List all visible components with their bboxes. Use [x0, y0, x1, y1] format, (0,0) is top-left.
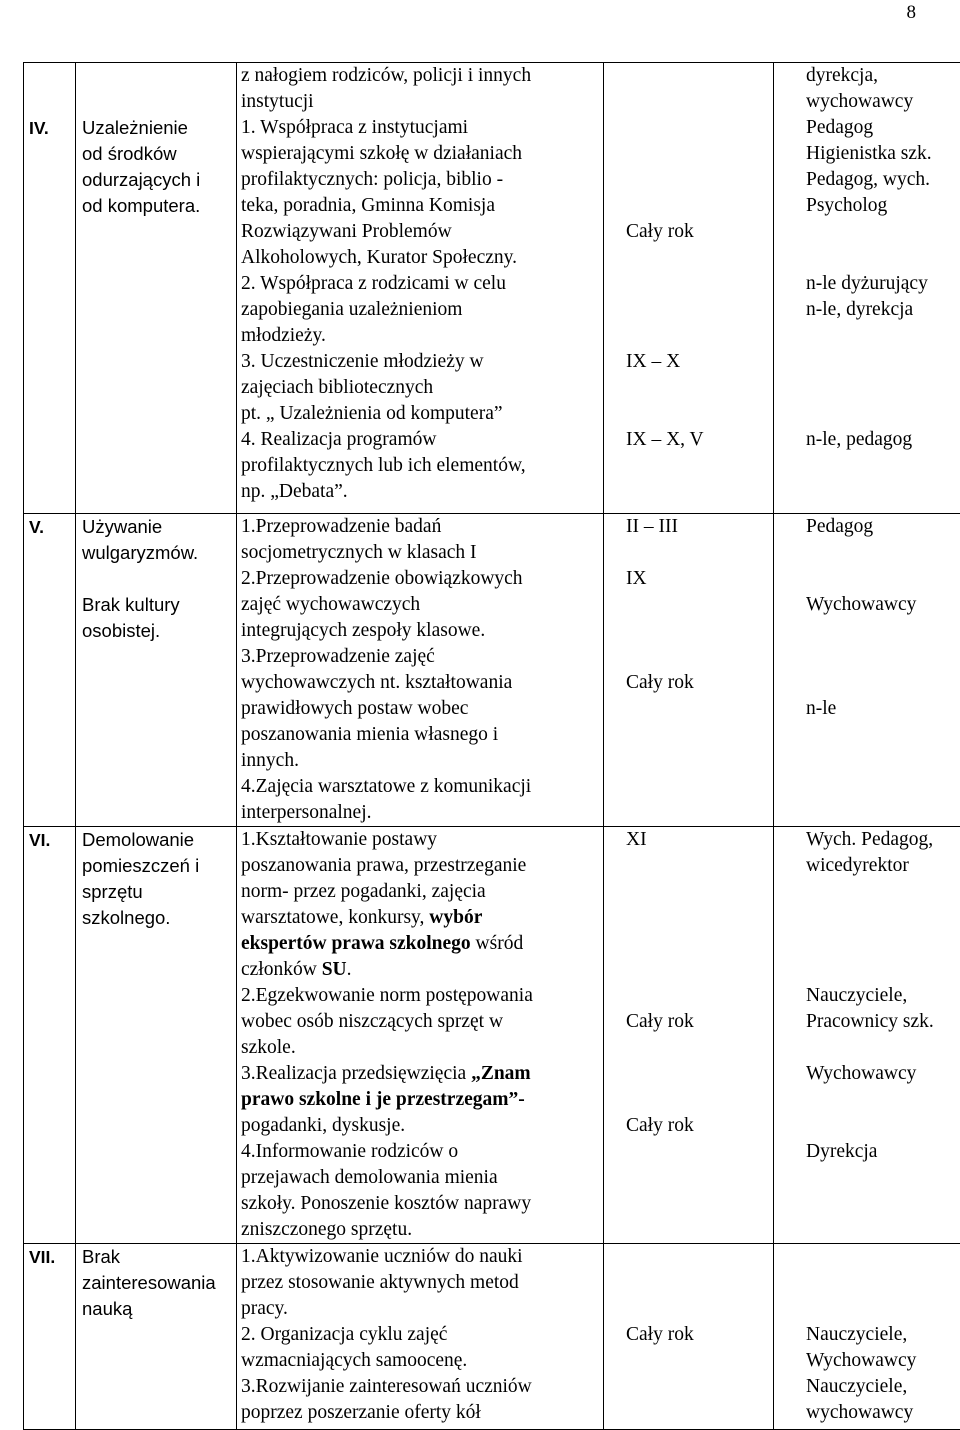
activity-line: 3.Przeprowadzenie zajęć: [241, 644, 599, 670]
activities-cell: [237, 63, 604, 514]
activity-line: zniszczonego sprzętu.: [241, 1217, 599, 1243]
term-line: IX – X: [626, 349, 769, 375]
responsible-line: Wych. Pedagog,: [806, 827, 957, 853]
term-line: II – III: [626, 514, 769, 540]
problem-cell: [76, 1244, 237, 1430]
activity-line: 4.Informowanie rodziców o: [241, 1139, 599, 1165]
activity-line: socjometrycznych w klasach I: [241, 540, 599, 566]
problem-cell: [76, 827, 237, 1244]
responsible-line: [806, 957, 957, 983]
responsible-line: [806, 1296, 957, 1322]
responsible-line: [806, 931, 957, 957]
activities-cell: [237, 514, 604, 827]
activity-line: 4.Zajęcia warsztatowe z komunikacji: [241, 774, 599, 800]
responsible-cell: [774, 514, 960, 827]
activity-line: 3.Realizacja przedsięwzięcia „Znam: [241, 1061, 599, 1087]
problem-line: wulgaryzmów.: [82, 540, 232, 566]
term-line: [626, 592, 769, 618]
activity-line: 3.Rozwijanie zainteresowań uczniów: [241, 1374, 599, 1400]
responsible-line: [806, 566, 957, 592]
problem-line: Używanie: [82, 514, 232, 540]
term-line: [626, 297, 769, 323]
activity-line: norm- przez pogadanki, zajęcia: [241, 879, 599, 905]
term-line: [626, 540, 769, 566]
term-line: Cały rok: [626, 670, 769, 696]
term-line: [626, 271, 769, 297]
activity-line: ekspertów prawa szkolnego wśród: [241, 931, 599, 957]
activity-line: 2. Organizacja cyklu zajęć: [241, 1322, 599, 1348]
term-cell: [604, 1244, 774, 1430]
problem-line: Brak: [82, 1244, 232, 1270]
problem-line: Brak kultury: [82, 592, 232, 618]
table-row: [24, 63, 960, 514]
activity-line: np. „Debata”.: [241, 479, 599, 505]
activity-line: członków SU.: [241, 957, 599, 983]
responsible-line: [806, 349, 957, 375]
term-line: [626, 957, 769, 983]
activity-line: instytucji: [241, 89, 599, 115]
table-row: [24, 1244, 960, 1430]
problem-line: od środków: [82, 141, 232, 167]
responsible-line: [806, 1270, 957, 1296]
responsible-line: [806, 540, 957, 566]
row-number-cell: [24, 514, 76, 827]
problem-line: od komputera.: [82, 193, 232, 219]
term-line: [626, 245, 769, 271]
responsible-line: [806, 323, 957, 349]
responsible-line: Nauczyciele,: [806, 1374, 957, 1400]
activity-line: szkole.: [241, 1035, 599, 1061]
term-line: [626, 905, 769, 931]
activity-line: innych.: [241, 748, 599, 774]
problem-line: szkolnego.: [82, 905, 232, 931]
activity-line: 2.Przeprowadzenie obowiązkowych: [241, 566, 599, 592]
term-line: [626, 983, 769, 1009]
responsible-line: Pedagog: [806, 115, 957, 141]
responsible-line: Higienistka szk.: [806, 141, 957, 167]
problem-line: odurzających i: [82, 167, 232, 193]
responsible-line: Psycholog: [806, 193, 957, 219]
activities-cell: [237, 827, 604, 1244]
activity-line: poszanowania prawa, przestrzeganie: [241, 853, 599, 879]
term-line: [626, 853, 769, 879]
responsible-line: [806, 905, 957, 931]
activity-line: zapobiegania uzależnieniom: [241, 297, 599, 323]
responsible-line: n-le dyżurujący: [806, 271, 957, 297]
responsible-line: Nauczyciele,: [806, 1322, 957, 1348]
term-line: [626, 1296, 769, 1322]
row-number: VI.: [29, 827, 71, 853]
problem-line: Demolowanie: [82, 827, 232, 853]
responsible-line: [806, 644, 957, 670]
responsible-line: Dyrekcja: [806, 1139, 957, 1165]
responsible-line: n-le: [806, 696, 957, 722]
term-line: [626, 879, 769, 905]
problem-cell: [76, 63, 237, 514]
term-cell: [604, 827, 774, 1244]
term-line: IX: [626, 566, 769, 592]
responsible-line: wicedyrektor: [806, 853, 957, 879]
responsible-line: Pedagog: [806, 514, 957, 540]
responsible-line: [806, 401, 957, 427]
activity-line: przez stosowanie aktywnych metod: [241, 1270, 599, 1296]
responsible-line: wychowawcy: [806, 1400, 957, 1426]
term-line: [626, 1244, 769, 1270]
term-line: [626, 401, 769, 427]
activity-line: wspierającymi szkołę w działaniach: [241, 141, 599, 167]
term-line: [626, 644, 769, 670]
activity-line: pt. „ Uzależnienia od komputera”: [241, 401, 599, 427]
row-number: IV.: [29, 115, 71, 141]
table-row: [24, 827, 960, 1244]
term-line: Cały rok: [626, 219, 769, 245]
problem-line: pomieszczeń i: [82, 853, 232, 879]
term-line: XI: [626, 827, 769, 853]
activities-cell: [237, 1244, 604, 1430]
term-line: [626, 1270, 769, 1296]
responsible-line: Nauczyciele,: [806, 983, 957, 1009]
term-line: [626, 1061, 769, 1087]
activity-line: 1. Współpraca z instytucjami: [241, 115, 599, 141]
term-line: Cały rok: [626, 1322, 769, 1348]
term-cell: [604, 514, 774, 827]
activity-line: Alkoholowych, Kurator Społeczny.: [241, 245, 599, 271]
responsible-line: wychowawcy: [806, 89, 957, 115]
row-number: V.: [29, 514, 71, 540]
activity-line: teka, poradnia, Gminna Komisja: [241, 193, 599, 219]
page-number: 8: [0, 2, 916, 24]
activity-line: prawo szkolne i je przestrzegam”-: [241, 1087, 599, 1113]
responsible-line: [806, 1087, 957, 1113]
activity-line: wzmacniających samoocenę.: [241, 1348, 599, 1374]
term-line: [626, 375, 769, 401]
activity-line: z nałogiem rodziców, policji i innych: [241, 63, 599, 89]
term-line: IX – X, V: [626, 427, 769, 453]
responsible-line: [806, 375, 957, 401]
term-line: Cały rok: [626, 1113, 769, 1139]
activity-line: pracy.: [241, 1296, 599, 1322]
table-row: [24, 514, 960, 827]
term-cell: [604, 63, 774, 514]
term-line: [626, 323, 769, 349]
activity-line: 2. Współpraca z rodzicami w celu: [241, 271, 599, 297]
responsible-line: n-le, pedagog: [806, 427, 957, 453]
activity-line: warsztatowe, konkursy, wybór: [241, 905, 599, 931]
term-line: [626, 618, 769, 644]
activity-line: Rozwiązywani Problemów: [241, 219, 599, 245]
responsible-line: [806, 1244, 957, 1270]
activity-line: młodzieży.: [241, 323, 599, 349]
responsible-line: n-le, dyrekcja: [806, 297, 957, 323]
responsible-line: [806, 245, 957, 271]
row-number-cell: [24, 827, 76, 1244]
term-line: [626, 1087, 769, 1113]
responsible-cell: [774, 827, 960, 1244]
activity-line: przejawach demolowania mienia: [241, 1165, 599, 1191]
activity-line: wobec osób niszczących sprzęt w: [241, 1009, 599, 1035]
responsible-line: [806, 1035, 957, 1061]
problem-line: sprzętu: [82, 879, 232, 905]
activity-line: zajęciach bibliotecznych: [241, 375, 599, 401]
responsible-line: [806, 618, 957, 644]
activity-line: 2.Egzekwowanie norm postępowania: [241, 983, 599, 1009]
activity-line: zajęć wychowawczych: [241, 592, 599, 618]
activity-line: 1.Przeprowadzenie badań: [241, 514, 599, 540]
activity-line: 1.Aktywizowanie uczniów do nauki: [241, 1244, 599, 1270]
activity-line: poprzez poszerzanie oferty kół: [241, 1400, 599, 1426]
responsible-line: dyrekcja,: [806, 63, 957, 89]
problem-cell: [76, 514, 237, 827]
activity-line: 3. Uczestniczenie młodzieży w: [241, 349, 599, 375]
term-line: Cały rok: [626, 1009, 769, 1035]
responsible-line: Wychowawcy: [806, 592, 957, 618]
term-line: [626, 167, 769, 193]
term-line: [626, 63, 769, 89]
row-number: VII.: [29, 1244, 71, 1270]
responsible-line: [806, 670, 957, 696]
activity-line: profilaktycznych: policja, biblio -: [241, 167, 599, 193]
problem-line: [82, 566, 232, 592]
responsible-cell: [774, 63, 960, 514]
activity-line: szkoły. Ponoszenie kosztów naprawy: [241, 1191, 599, 1217]
activity-line: poszanowania mienia własnego i: [241, 722, 599, 748]
term-line: [626, 141, 769, 167]
responsible-cell: [774, 1244, 960, 1430]
activity-line: 1.Kształtowanie postawy: [241, 827, 599, 853]
activity-line: prawidłowych postaw wobec: [241, 696, 599, 722]
activity-line: 4. Realizacja programów: [241, 427, 599, 453]
responsible-line: [806, 1113, 957, 1139]
activity-line: wychowawczych nt. kształtowania: [241, 670, 599, 696]
term-line: [626, 115, 769, 141]
responsible-line: Wychowawcy: [806, 1348, 957, 1374]
row-number-cell: [24, 1244, 76, 1430]
term-line: [626, 193, 769, 219]
activity-line: pogadanki, dyskusje.: [241, 1113, 599, 1139]
row-number-cell: [24, 63, 76, 514]
problem-line: nauką: [82, 1296, 232, 1322]
activity-line: interpersonalnej.: [241, 800, 599, 826]
term-line: [626, 89, 769, 115]
activity-line: profilaktycznych lub ich elementów,: [241, 453, 599, 479]
problem-line: osobistej.: [82, 618, 232, 644]
responsible-line: [806, 219, 957, 245]
responsible-line: Wychowawcy: [806, 1061, 957, 1087]
activity-line: integrujących zespoły klasowe.: [241, 618, 599, 644]
term-line: [626, 931, 769, 957]
responsible-line: [806, 879, 957, 905]
problem-line: zainteresowania: [82, 1270, 232, 1296]
prevention-plan-table: [23, 62, 960, 1430]
responsible-line: Pedagog, wych.: [806, 167, 957, 193]
term-line: [626, 1035, 769, 1061]
responsible-line: Pracownicy szk.: [806, 1009, 957, 1035]
problem-line: Uzależnienie: [82, 115, 232, 141]
